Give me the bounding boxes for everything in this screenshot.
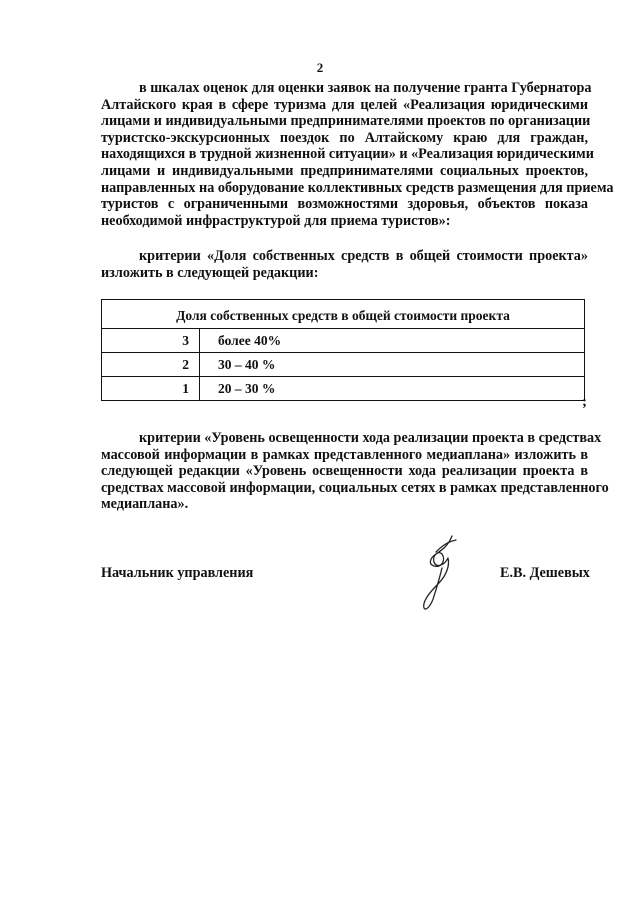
text-line: необходимой инфраструктурой для приема туристов»:: [101, 212, 451, 229]
score-cell: 1: [102, 377, 200, 401]
text-line: средствах массовой информации, социальных сетях в рамках представленного: [101, 479, 609, 496]
score-cell: 3: [102, 329, 200, 353]
text-line: следующей редакции «Уровень освещенности хода реализации проекта в: [101, 463, 588, 480]
table-row: [102, 329, 585, 353]
text-line: изложить в следующей редакции:: [101, 264, 319, 281]
table-header-cell: Доля собственных средств в общей стоимости проекта: [102, 300, 585, 329]
criteria-table: [101, 299, 585, 401]
paragraph-scales-intro: [101, 80, 614, 229]
text-line: туристско-экскурсионных поездок по Алтайскому краю для граждан,: [101, 129, 588, 146]
text-line: туристов с ограниченными возможностями здоровья, объектов показа: [101, 196, 588, 213]
paragraph-criteria-media: [101, 430, 609, 513]
text-line: направленных на оборудование коллективных средств размещения для приема: [101, 179, 614, 196]
table-row: [102, 353, 585, 377]
text-line: лицами и индивидуальными предпринимателями социальных проектов,: [101, 162, 588, 179]
table-header-row: [102, 300, 585, 329]
score-cell: 2: [102, 353, 200, 377]
value-cell: 20 – 30 %: [200, 377, 585, 401]
text-line: медиаплана».: [101, 496, 189, 513]
table-trailing-semicolon: ;: [582, 394, 587, 410]
text-line: лицами и индивидуальными предпринимателями проектов по организации: [101, 113, 591, 130]
handwritten-signature: [412, 532, 468, 612]
table-row: [102, 377, 585, 401]
page-number: 2: [316, 60, 324, 75]
value-cell: 30 – 40 %: [200, 353, 585, 377]
signatory-name: Е.В. Дешевых: [500, 565, 590, 581]
text-line: в шкалах оценок для оценки заявок на получение гранта Губернатора: [139, 80, 592, 96]
value-cell: более 40%: [200, 329, 585, 353]
text-line: Алтайского края в сфере туризма для целей «Реализация юридическими: [101, 96, 588, 113]
text-line: находящихся в трудной жизненной ситуации» и «Реализация юридическими: [101, 146, 594, 163]
signatory-title: Начальник управления: [101, 565, 254, 581]
paragraph-criteria-own-funds: [101, 248, 588, 281]
text-line: критерии «Уровень освещенности хода реализации проекта в средствах: [139, 430, 602, 446]
text-line: массовой информации в рамках представленного медиаплана» изложить в: [101, 446, 588, 463]
text-line: критерии «Доля собственных средств в общей стоимости проекта»: [139, 248, 588, 264]
